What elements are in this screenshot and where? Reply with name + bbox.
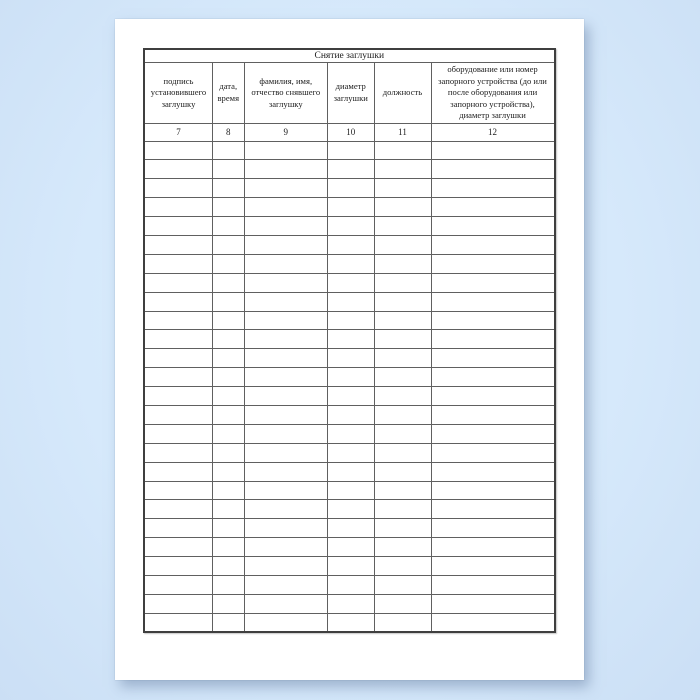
- empty-row: [144, 462, 555, 481]
- empty-cell: [144, 141, 213, 160]
- empty-row: [144, 368, 555, 387]
- column-number-3: 9: [244, 123, 328, 141]
- column-number-5: 11: [374, 123, 431, 141]
- empty-cell: [328, 500, 375, 519]
- empty-cell: [431, 141, 555, 160]
- empty-cell: [328, 273, 375, 292]
- empty-cell: [244, 424, 328, 443]
- empty-cell: [213, 443, 245, 462]
- empty-row: [144, 557, 555, 576]
- empty-cell: [213, 519, 245, 538]
- empty-cell: [244, 292, 328, 311]
- empty-cell: [244, 557, 328, 576]
- empty-cell: [328, 481, 375, 500]
- empty-cell: [431, 575, 555, 594]
- empty-cell: [431, 405, 555, 424]
- empty-cell: [374, 217, 431, 236]
- empty-cell: [328, 179, 375, 198]
- empty-cell: [374, 273, 431, 292]
- empty-cell: [431, 387, 555, 406]
- empty-cell: [213, 481, 245, 500]
- empty-cell: [144, 613, 213, 632]
- empty-cell: [244, 481, 328, 500]
- empty-cell: [244, 538, 328, 557]
- empty-cell: [431, 292, 555, 311]
- empty-cell: [374, 387, 431, 406]
- empty-cell: [244, 405, 328, 424]
- empty-cell: [244, 594, 328, 613]
- empty-cell: [244, 141, 328, 160]
- empty-cell: [328, 235, 375, 254]
- empty-cell: [213, 160, 245, 179]
- empty-cell: [213, 273, 245, 292]
- table-title-row: [144, 49, 555, 63]
- empty-row: [144, 594, 555, 613]
- empty-cell: [431, 330, 555, 349]
- column-header-3: фамилия, имя, отчество снявшего заглушку: [244, 63, 328, 124]
- empty-cell: [328, 519, 375, 538]
- empty-cell: [328, 613, 375, 632]
- empty-cell: [244, 198, 328, 217]
- empty-cell: [374, 405, 431, 424]
- empty-cell: [431, 311, 555, 330]
- empty-cell: [374, 519, 431, 538]
- empty-cell: [328, 198, 375, 217]
- empty-cell: [374, 594, 431, 613]
- empty-cell: [213, 141, 245, 160]
- empty-row: [144, 500, 555, 519]
- empty-cell: [144, 387, 213, 406]
- column-header-2: дата, время: [213, 63, 245, 124]
- empty-cell: [328, 330, 375, 349]
- empty-cell: [213, 575, 245, 594]
- empty-cell: [213, 405, 245, 424]
- empty-cell: [144, 160, 213, 179]
- empty-cell: [374, 424, 431, 443]
- empty-cell: [431, 519, 555, 538]
- empty-row: [144, 141, 555, 160]
- empty-cell: [374, 575, 431, 594]
- empty-row: [144, 538, 555, 557]
- empty-cell: [431, 198, 555, 217]
- empty-cell: [244, 179, 328, 198]
- empty-row: [144, 273, 555, 292]
- empty-cell: [144, 462, 213, 481]
- empty-cell: [431, 217, 555, 236]
- empty-cell: [374, 160, 431, 179]
- empty-cell: [328, 462, 375, 481]
- empty-cell: [328, 349, 375, 368]
- empty-row: [144, 311, 555, 330]
- empty-cell: [213, 292, 245, 311]
- empty-cell: [244, 462, 328, 481]
- empty-cell: [244, 575, 328, 594]
- empty-cell: [144, 481, 213, 500]
- empty-cell: [431, 273, 555, 292]
- empty-cell: [374, 254, 431, 273]
- empty-cell: [328, 141, 375, 160]
- empty-row: [144, 179, 555, 198]
- column-header-1: подпись установившего заглушку: [144, 63, 213, 124]
- empty-cell: [431, 594, 555, 613]
- empty-cell: [213, 500, 245, 519]
- empty-cell: [213, 424, 245, 443]
- empty-row: [144, 387, 555, 406]
- empty-cell: [244, 349, 328, 368]
- empty-cell: [328, 292, 375, 311]
- empty-row: [144, 519, 555, 538]
- empty-cell: [431, 235, 555, 254]
- empty-row: [144, 160, 555, 179]
- empty-cell: [244, 387, 328, 406]
- empty-cell: [431, 160, 555, 179]
- empty-cell: [213, 594, 245, 613]
- empty-cell: [374, 179, 431, 198]
- table-body: [144, 141, 555, 632]
- empty-cell: [144, 538, 213, 557]
- empty-cell: [213, 387, 245, 406]
- empty-cell: [213, 330, 245, 349]
- empty-cell: [144, 273, 213, 292]
- empty-cell: [374, 330, 431, 349]
- empty-cell: [213, 538, 245, 557]
- document-page: [115, 19, 584, 680]
- empty-row: [144, 235, 555, 254]
- empty-cell: [144, 594, 213, 613]
- empty-cell: [328, 443, 375, 462]
- empty-cell: [144, 443, 213, 462]
- empty-cell: [144, 311, 213, 330]
- empty-cell: [374, 235, 431, 254]
- empty-cell: [144, 349, 213, 368]
- empty-row: [144, 424, 555, 443]
- empty-cell: [431, 481, 555, 500]
- empty-cell: [244, 330, 328, 349]
- empty-cell: [328, 538, 375, 557]
- empty-cell: [374, 141, 431, 160]
- plug-removal-table: [143, 48, 556, 633]
- empty-cell: [144, 254, 213, 273]
- empty-cell: [244, 443, 328, 462]
- empty-cell: [431, 179, 555, 198]
- empty-row: [144, 217, 555, 236]
- column-number-2: 8: [213, 123, 245, 141]
- empty-cell: [374, 311, 431, 330]
- empty-cell: [213, 235, 245, 254]
- empty-cell: [374, 349, 431, 368]
- empty-row: [144, 330, 555, 349]
- empty-cell: [431, 254, 555, 273]
- empty-cell: [213, 311, 245, 330]
- empty-cell: [374, 462, 431, 481]
- empty-cell: [144, 557, 213, 576]
- empty-cell: [144, 519, 213, 538]
- empty-cell: [144, 405, 213, 424]
- empty-cell: [431, 613, 555, 632]
- empty-cell: [144, 368, 213, 387]
- empty-cell: [244, 613, 328, 632]
- empty-cell: [144, 292, 213, 311]
- empty-cell: [244, 217, 328, 236]
- empty-cell: [328, 254, 375, 273]
- empty-cell: [244, 500, 328, 519]
- form-title: Снятие заглушки: [144, 49, 555, 63]
- empty-cell: [431, 443, 555, 462]
- empty-cell: [328, 424, 375, 443]
- empty-cell: [374, 613, 431, 632]
- column-number-4: 10: [328, 123, 375, 141]
- column-header-6: оборудование или номер запорного устройства (до или после оборудования или запорного устройства), диаметр заглушки: [431, 63, 555, 124]
- empty-cell: [244, 311, 328, 330]
- empty-cell: [213, 613, 245, 632]
- empty-row: [144, 575, 555, 594]
- empty-cell: [374, 368, 431, 387]
- empty-cell: [374, 500, 431, 519]
- empty-cell: [328, 311, 375, 330]
- empty-cell: [213, 368, 245, 387]
- empty-cell: [244, 273, 328, 292]
- empty-cell: [244, 368, 328, 387]
- empty-cell: [431, 368, 555, 387]
- empty-cell: [213, 462, 245, 481]
- empty-cell: [144, 217, 213, 236]
- empty-cell: [144, 500, 213, 519]
- empty-cell: [244, 160, 328, 179]
- empty-row: [144, 481, 555, 500]
- empty-cell: [374, 557, 431, 576]
- table-header-row: [144, 63, 555, 124]
- empty-cell: [213, 217, 245, 236]
- empty-row: [144, 443, 555, 462]
- empty-cell: [244, 519, 328, 538]
- empty-cell: [213, 254, 245, 273]
- empty-cell: [328, 594, 375, 613]
- empty-cell: [144, 198, 213, 217]
- empty-cell: [244, 254, 328, 273]
- empty-cell: [328, 387, 375, 406]
- empty-cell: [213, 179, 245, 198]
- empty-cell: [144, 575, 213, 594]
- empty-cell: [328, 160, 375, 179]
- empty-cell: [374, 443, 431, 462]
- empty-row: [144, 254, 555, 273]
- empty-row: [144, 198, 555, 217]
- empty-cell: [328, 217, 375, 236]
- empty-cell: [328, 575, 375, 594]
- empty-cell: [144, 424, 213, 443]
- empty-cell: [374, 198, 431, 217]
- column-header-4: диаметр заглушки: [328, 63, 375, 124]
- empty-cell: [431, 500, 555, 519]
- column-number-1: 7: [144, 123, 213, 141]
- empty-cell: [213, 349, 245, 368]
- empty-cell: [431, 462, 555, 481]
- empty-cell: [374, 481, 431, 500]
- column-number-6: 12: [431, 123, 555, 141]
- empty-row: [144, 349, 555, 368]
- empty-cell: [328, 405, 375, 424]
- empty-cell: [144, 179, 213, 198]
- empty-cell: [431, 424, 555, 443]
- empty-cell: [431, 538, 555, 557]
- empty-cell: [431, 557, 555, 576]
- empty-cell: [328, 368, 375, 387]
- empty-cell: [244, 235, 328, 254]
- empty-cell: [213, 198, 245, 217]
- empty-cell: [328, 557, 375, 576]
- column-header-5: должность: [374, 63, 431, 124]
- column-numbers-row: [144, 123, 555, 141]
- empty-row: [144, 405, 555, 424]
- empty-row: [144, 292, 555, 311]
- empty-cell: [144, 235, 213, 254]
- empty-cell: [144, 330, 213, 349]
- empty-cell: [431, 349, 555, 368]
- empty-row: [144, 613, 555, 632]
- empty-cell: [374, 538, 431, 557]
- empty-cell: [213, 557, 245, 576]
- empty-cell: [374, 292, 431, 311]
